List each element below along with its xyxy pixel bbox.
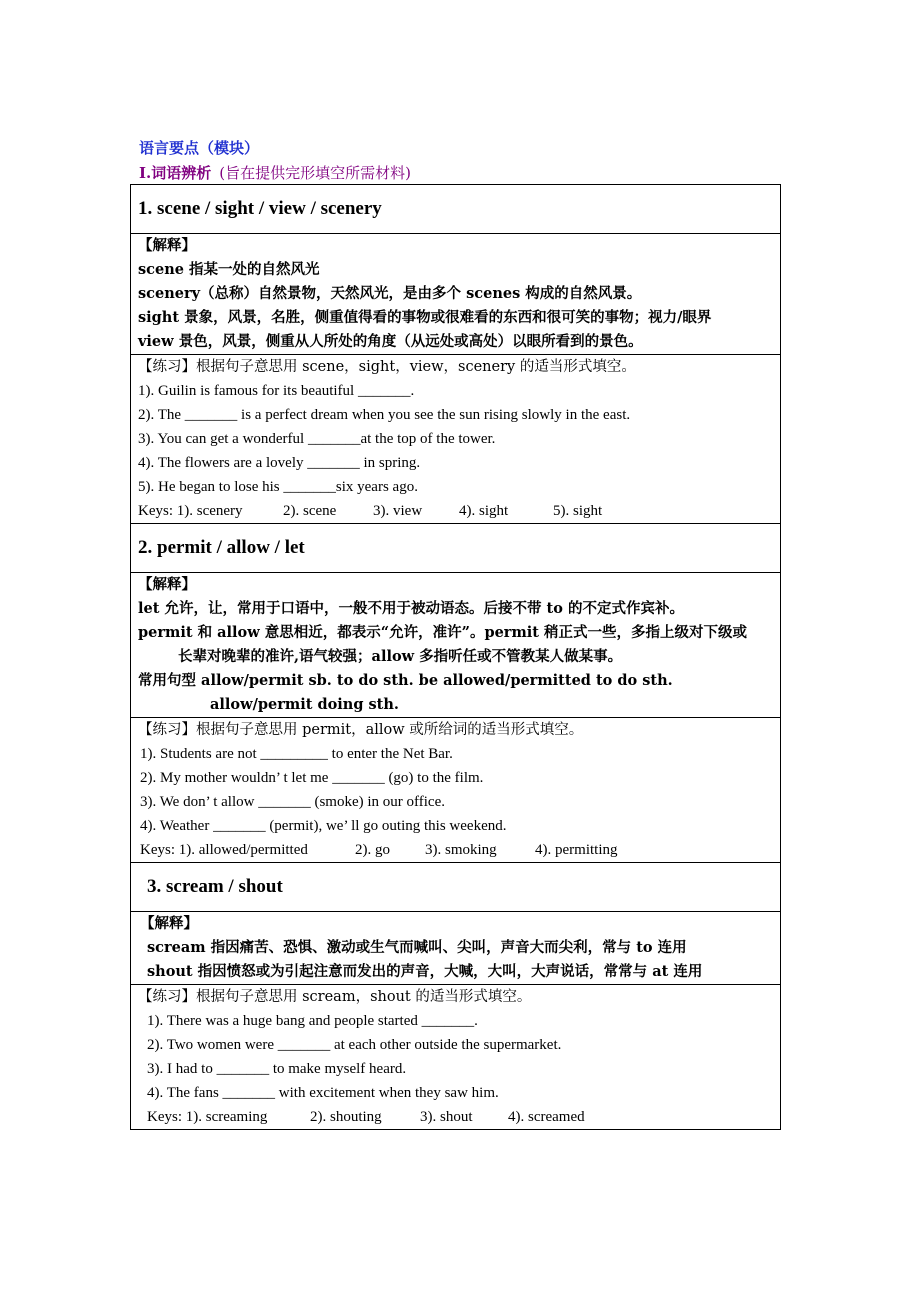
explain-line: permit 和 allow 意思相近，都表示“允许，准许”。permit 稍正式一些，多指上级对下级或 — [138, 624, 748, 641]
exercise-line: 4). The flowers are a lovely _______ in spring. — [138, 455, 421, 471]
practice-cell — [131, 985, 781, 1130]
explain-line: scream 指因痛苦、恐惧、激动或生气而喊叫、尖叫，声音大而尖利，常与 to 连用 — [147, 939, 687, 956]
key-item: Keys: 1). scenery — [138, 503, 243, 519]
key-item: 4). screamed — [508, 1109, 585, 1125]
explain-line: view 景色，风景，侧重从人所处的角度（从远处或高处）以眼所看到的景色。 — [138, 333, 643, 350]
exercise-line: 1). There was a huge bang and people started _______. — [147, 1013, 478, 1029]
key-item: 2). scene — [283, 503, 337, 519]
exercise-line: 1). Guilin is famous for its beautiful _______. — [138, 383, 415, 399]
explain-line: 长辈对晚辈的准许,语气较强；allow 多指听任或不管教某人做某事。 — [178, 648, 623, 665]
key-item: 3). view — [373, 503, 423, 519]
section-title: 2. permit / allow / let — [131, 524, 781, 573]
exercise-line: 2). Two women were _______ at each other outside the supermarket. — [147, 1037, 562, 1053]
answer-keys — [138, 838, 773, 862]
exercise-line: 1). Students are not _________ to enter the Net Bar. — [140, 746, 453, 762]
explain-line: scene 指某一处的自然风光 — [138, 261, 320, 278]
explanation-cell — [131, 234, 781, 355]
key-item: 3). smoking — [425, 842, 497, 858]
section-heading — [139, 162, 411, 183]
section-title: 3. scream / shout — [131, 863, 781, 912]
explain-tag: 【解释】 — [140, 915, 198, 932]
exercise-line: 3). You can get a wonderful _______at the top of the tower. — [138, 431, 496, 447]
exercise-line: 3). I had to _______ to make myself heard. — [147, 1061, 407, 1077]
practice-row — [131, 718, 781, 863]
exercise-line: 4). The fans _______ with excitement when they saw him. — [147, 1085, 499, 1101]
page-title: 语言要点（模块） — [139, 139, 260, 157]
section-title-row — [131, 863, 781, 912]
exercise-line: 5). He began to lose his _______six years ago. — [138, 479, 418, 495]
key-item: Keys: 1). screaming — [147, 1109, 268, 1125]
practice-cell — [131, 718, 781, 863]
explain-line: allow/permit doing sth. — [210, 696, 399, 713]
key-item: 4). sight — [459, 503, 509, 519]
exercise-line: 2). The _______ is a perfect dream when you see the sun rising slowly in the east. — [138, 407, 631, 423]
practice-row — [131, 355, 781, 524]
explain-line: scenery（总称）自然景物，天然风光，是由多个 scenes 构成的自然风景。 — [138, 285, 642, 302]
section-label: I.词语辨析 — [139, 164, 212, 182]
key-item: 5). sight — [553, 503, 603, 519]
section-note: (旨在提供完形填空所需材料) — [219, 164, 411, 182]
explain-tag: 【解释】 — [138, 237, 196, 254]
key-item: 2). go — [355, 842, 390, 858]
exercise-line: 4). Weather _______ (permit), we’ ll go outing this weekend. — [140, 818, 507, 834]
practice-row — [131, 985, 781, 1130]
section-title-row — [131, 185, 781, 234]
key-item: 4). permitting — [535, 842, 618, 858]
section-title-row — [131, 524, 781, 573]
explanation-cell — [131, 573, 781, 718]
explanation-row — [131, 912, 781, 985]
answer-keys — [138, 1105, 773, 1129]
section-title: 1. scene / sight / view / scenery — [131, 185, 781, 234]
explanation-cell — [131, 912, 781, 985]
practice-tag: 【练习】根据句子意思用 scene，sight，view，scenery 的适当形式填空。 — [138, 359, 636, 375]
vocabulary-table — [130, 184, 781, 1130]
answer-keys — [138, 499, 773, 523]
key-item: 2). shouting — [310, 1109, 382, 1125]
explain-line: let 允许，让，常用于口语中，一般不用于被动语态。后接不带 to 的不定式作宾补。 — [138, 600, 684, 617]
explain-line: sight 景象，风景，名胜，侧重值得看的事物或很难看的东西和很可笑的事物；视力/眼界 — [138, 309, 712, 326]
explain-tag: 【解释】 — [138, 576, 196, 593]
explanation-row — [131, 573, 781, 718]
explain-line: 常用句型 allow/permit sb. to do sth. be allowed/permitted to do sth. — [138, 672, 673, 689]
exercise-line: 3). We don’ t allow _______ (smoke) in our office. — [140, 794, 445, 810]
key-item: Keys: 1). allowed/permitted — [140, 842, 308, 858]
practice-cell — [131, 355, 781, 524]
explanation-row — [131, 234, 781, 355]
exercise-line: 2). My mother wouldn’ t let me _______ (go) to the film. — [140, 770, 484, 786]
key-item: 3). shout — [420, 1109, 473, 1125]
practice-tag: 【练习】根据句子意思用 permit，allow 或所给词的适当形式填空。 — [138, 722, 584, 738]
practice-tag: 【练习】根据句子意思用 scream，shout 的适当形式填空。 — [138, 989, 532, 1005]
explain-line: shout 指因愤怒或为引起注意而发出的声音，大喊，大叫，大声说话，常常与 at 连用 — [147, 963, 703, 980]
